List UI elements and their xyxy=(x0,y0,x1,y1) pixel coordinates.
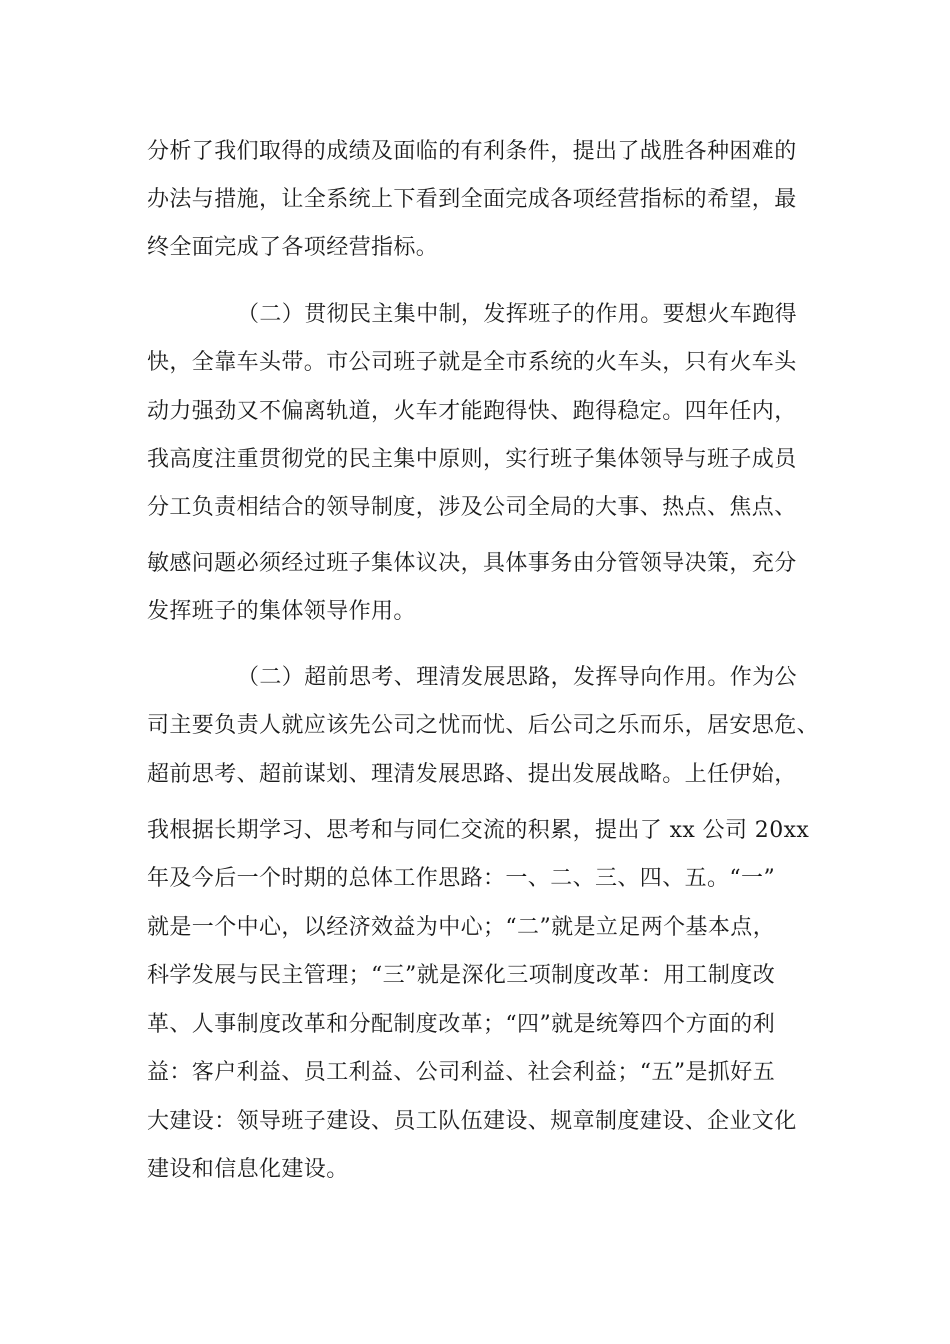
paragraph-2-line-3: 动力强劲又不偏离轨道，火车才能跑得快、跑得稳定。四年任内， xyxy=(147,399,797,424)
paragraph-3-line-5: 年及今后一个时期的总体工作思路：一、二、三、四、五。“一” xyxy=(147,866,776,891)
paragraph-3-line-1: （二）超前思考、理清发展思路，发挥导向作用。作为公 xyxy=(237,665,798,690)
paragraph-3-line-11: 建设和信息化建设。 xyxy=(147,1157,349,1182)
paragraph-3-line-4: 我根据长期学习、思考和与同仁交流的积累，提出了 xx 公司 20xx xyxy=(147,818,810,843)
paragraph-3-line-2: 司主要负责人就应该先公司之忧而忧、后公司之乐而乐，居安思危、 xyxy=(147,713,820,738)
paragraph-2-line-2: 快，全靠车头带。市公司班子就是全市系统的火车头，只有火车头 xyxy=(147,350,797,375)
paragraph-1-line-3: 终全面完成了各项经营指标。 xyxy=(147,235,439,260)
paragraph-3-line-9: 益：客户利益、员工利益、公司利益、社会利益；“五”是抓好五 xyxy=(147,1060,776,1085)
paragraph-3-line-7: 科学发展与民主管理；“三”就是深化三项制度改革：用工制度改 xyxy=(147,963,776,988)
paragraph-2-line-1: （二）贯彻民主集中制，发挥班子的作用。要想火车跑得 xyxy=(237,302,798,327)
paragraph-2-line-5: 分工负责相结合的领导制度，涉及公司全局的大事、热点、焦点、 xyxy=(147,495,797,520)
paragraph-3-line-10: 大建设：领导班子建设、员工队伍建设、规章制度建设、企业文化 xyxy=(147,1109,797,1134)
paragraph-3-line-8: 革、人事制度改革和分配制度改革；“四”就是统筹四个方面的利 xyxy=(147,1012,776,1037)
paragraph-3-line-3: 超前思考、超前谋划、理清发展思路、提出发展战略。上任伊始， xyxy=(147,762,797,787)
paragraph-3-line-6: 就是一个中心，以经济效益为中心；“二”就是立足两个基本点， xyxy=(147,915,776,940)
paragraph-2-line-4: 我高度注重贯彻党的民主集中原则，实行班子集体领导与班子成员 xyxy=(147,447,797,472)
paragraph-2-line-7: 发挥班子的集体领导作用。 xyxy=(147,599,416,624)
paragraph-1-line-2: 办法与措施，让全系统上下看到全面完成各项经营指标的希望，最 xyxy=(147,187,797,212)
paragraph-1-line-1: 分析了我们取得的成绩及面临的有利条件，提出了战胜各种困难的 xyxy=(147,139,797,164)
paragraph-2-line-6: 敏感问题必须经过班子集体议决，具体事务由分管领导决策，充分 xyxy=(147,551,797,576)
